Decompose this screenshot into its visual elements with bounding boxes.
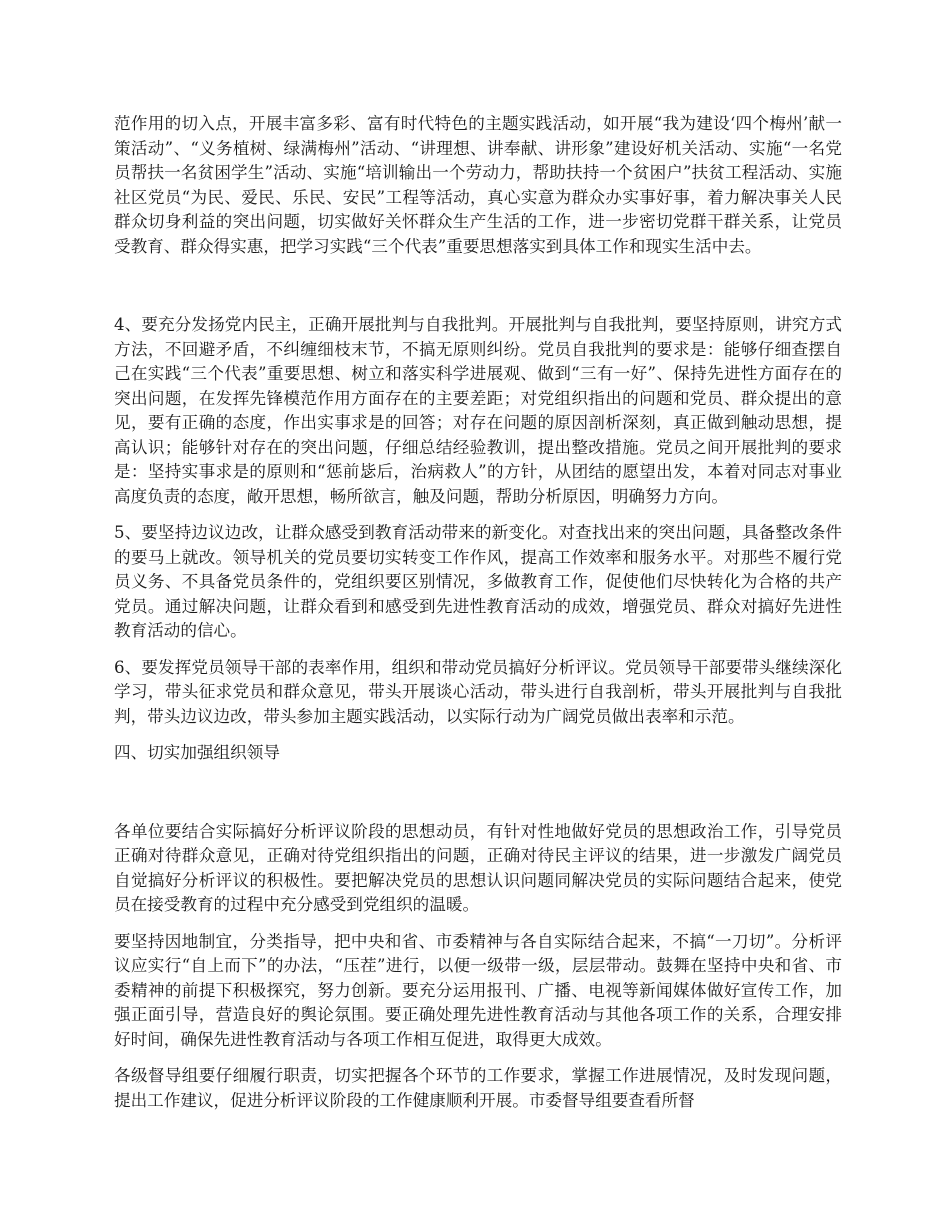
blank-gap bbox=[114, 271, 842, 313]
paragraph-local-conditions: 要坚持因地制宜，分类指导，把中央和省、市委精神与各自实际结合起来，不搞“一刀切”。分析评议应实行“自上而下”的办法，“压茬”进行，以便一级带一级，层层带动。鼓舞在坚持中央和省、市委精神的前提下积极探究，努力创新。要充分运用报刊、广播、电视等新闻媒体做好宣传工作，加强正面引导，营造良好的舆论氛围。要正确处理先进性教育活动与其他各项工作的关系，合理安排好时间，确保先进性教育活动与各项工作相互促进，取得更大成效。 bbox=[114, 931, 842, 1049]
blank-gap bbox=[114, 778, 842, 820]
paragraph-supervision: 各级督导组要仔细履行职责，切实把握各个环节的工作要求，掌握工作进展情况，及时发现问题，提出工作建议，促进分析评议阶段的工作健康顺利开展。市委督导组要查看所督 bbox=[114, 1066, 842, 1110]
paragraph-item-6: 6、要发挥党员领导干部的表率作用，组织和带动党员搞好分析评议。党员领导干部要带头继续深化学习，带头征求党员和群众意见，带头开展谈心活动，带头进行自我剖析，带头开展批判与自我批判，带头边议边改，带头参加主题实践活动，以实际行动为广阔党员做出表率和示范。 bbox=[114, 657, 842, 726]
paragraph-item-4: 4、要充分发扬党内民主，正确开展批判与自我批判。开展批判与自我批判，要坚持原则，讲究方式方法，不回避矛盾，不纠缠细枝末节，不搞无原则纠纷。党员自我批判的要求是：能够仔细查摆自己在实践“三个代表”重要思想、树立和落实科学进展观、做到“三有一好”、保持先进性方面存在的突出问题，在发挥先锋模范作用方面存在的主要差距；对党组织指出的问题和党员、群众提出的意见，要有正确的态度，作出实事求是的回答；对存在问题的原因剖析深刻，真正做到触动思想，提高认识；能够针对存在的突出问题，仔细总结经验教训，提出整改措施。党员之间开展批判的要求是：坚持实事求是的原则和“惩前毖后，治病救人”的方针，从团结的愿望出发，本着对同志对事业高度负责的态度，敞开思想，畅所欲言，触及问题，帮助分析原因，明确努力方向。 bbox=[114, 315, 842, 506]
paragraph-mobilization: 各单位要结合实际搞好分析评议阶段的思想动员，有针对性地做好党员的思想政治工作，引导党员正确对待群众意见，正确对待党组织指出的问题，正确对待民主评议的结果，进一步激发广阔党员自觉搞好分析评议的积极性。要把解决党员的思想认识问题同解决党员的实际问题结合起来，使党员在接受教育的过程中充分感受到党组织的温暖。 bbox=[114, 821, 842, 914]
document-body bbox=[114, 112, 842, 1125]
paragraph-theme-activities: 范作用的切入点，开展丰富多彩、富有时代特色的主题实践活动，如开展“我为建设‘四个梅州’献一策活动”、“义务植树、绿满梅州”活动、“讲理想、讲奉献、讲形象”建设好机关活动、实施“一名党员帮扶一名贫困学生”活动、实施“培训输出一个劳动力，帮助扶持一个贫困户”扶贫工程活动、实施社区党员“为民、爱民、乐民、安民”工程等活动，真心实意为群众办实事好事，着力解决事关人民群众切身利益的突出问题，切实做好关怀群众生产生活的工作，进一步密切党群干群关系，让党员受教育、群众得实惠，把学习实践“三个代表”重要思想落实到具体工作和现实生活中去。 bbox=[114, 114, 842, 256]
section-heading: 四、切实加强组织领导 bbox=[114, 743, 280, 762]
paragraph-item-5: 5、要坚持边议边改，让群众感受到教育活动带来的新变化。对查找出来的突出问题，具备整改条件的要马上就改。领导机关的党员要切实转变工作作风，提高工作效率和服务水平。对那些不履行党员义务、不具备党员条件的，党组织要区别情况，多做教育工作，促使他们尽快转化为合格的共产党员。通过解决问题，让群众看到和感受到先进性教育活动的成效，增强党员、群众对搞好先进性教育活动的信心。 bbox=[114, 523, 842, 640]
